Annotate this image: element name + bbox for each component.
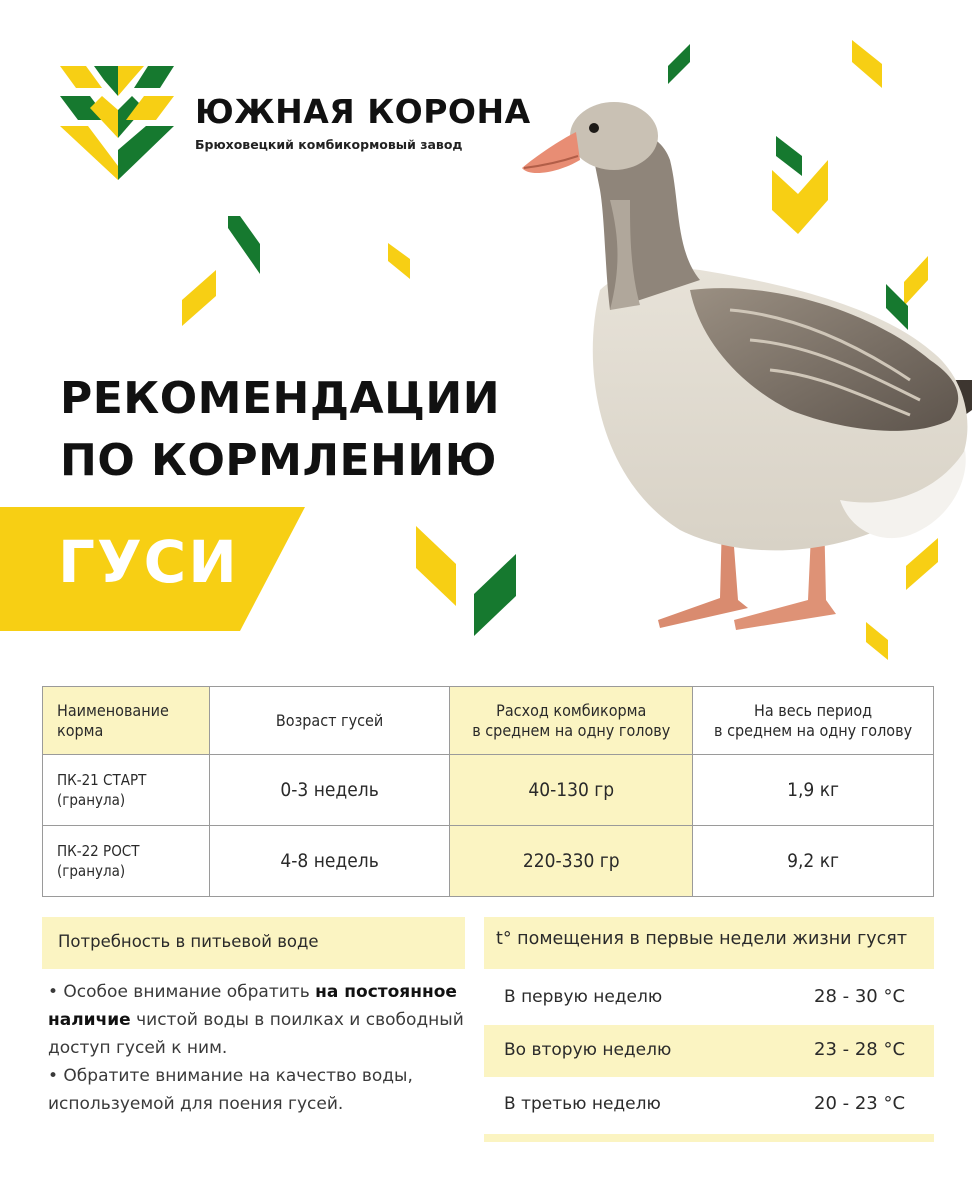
temperature-value: 23 - 28 °С [814,1039,906,1060]
header-age: Возраст гусей [209,687,449,755]
temperature-row [484,1079,934,1131]
brand-block [195,92,531,152]
cell-age: 4-8 недель [209,826,449,897]
cell-age: 0-3 недель [209,755,449,826]
temperature-value: 28 - 30 °С [814,986,906,1007]
decor-shard-icon [416,526,516,636]
temperature-label: Во вторую неделю [504,1040,672,1060]
temperature-heading: t° помещения в первые недели жизни гусят [496,929,908,949]
header-daily-consumption: Расход комбикорма в среднем на одну голову [450,687,693,755]
decor-shard-icon [668,44,690,84]
title-line-2: ПО КОРМЛЕНИЮ [60,435,497,486]
cell-period: 9,2 кг [693,826,934,897]
table-row [43,826,934,897]
brand-subtitle: Брюховецкий комбикормовый завод [195,137,463,152]
title-line-1: РЕКОМЕНДАЦИИ [60,373,501,424]
water-line: • Особое внимание обратить на постоянное [48,982,457,1002]
decor-shard-icon [388,243,410,279]
water-line: доступ гусей к ним. [48,1038,228,1058]
table-row [43,755,934,826]
temperature-value: 20 - 23 °С [814,1093,906,1114]
temperature-row [484,972,934,1024]
table-header-row [43,687,934,755]
temperature-label: В первую неделю [504,987,663,1007]
feed-table [42,686,934,897]
brand-logo-icon [60,66,174,180]
header-period-total: На весь период в среднем на одну голову [693,687,934,755]
water-line: наличие чистой воды в поилках и свободный [48,1010,464,1030]
brand-name: ЮЖНАЯ КОРОНА [195,92,531,131]
water-line: • Обратите внимание на качество воды, [48,1066,413,1086]
cell-daily: 40-130 гр [450,755,693,826]
cell-period: 1,9 кг [693,755,934,826]
header-feed-name: Наименование корма [43,687,210,755]
goose-illustration [510,80,972,640]
decor-shard-icon [228,216,260,274]
water-heading: Потребность в питьевой воде [58,932,319,951]
decor-shard-icon [182,270,216,326]
temperature-label: В третью неделю [504,1094,661,1114]
temperature-footer-bar [484,1134,934,1142]
temperature-row [484,1025,934,1077]
cell-feed-name: ПК-22 РОСТ (гранула) [43,826,210,897]
water-line: используемой для поения гусей. [48,1094,344,1114]
water-recommendations [48,978,468,1118]
cell-feed-name: ПК-21 СТАРТ (гранула) [43,755,210,826]
page-title [60,368,500,492]
cell-daily: 220-330 гр [450,826,693,897]
ribbon-label: ГУСИ [58,528,239,596]
